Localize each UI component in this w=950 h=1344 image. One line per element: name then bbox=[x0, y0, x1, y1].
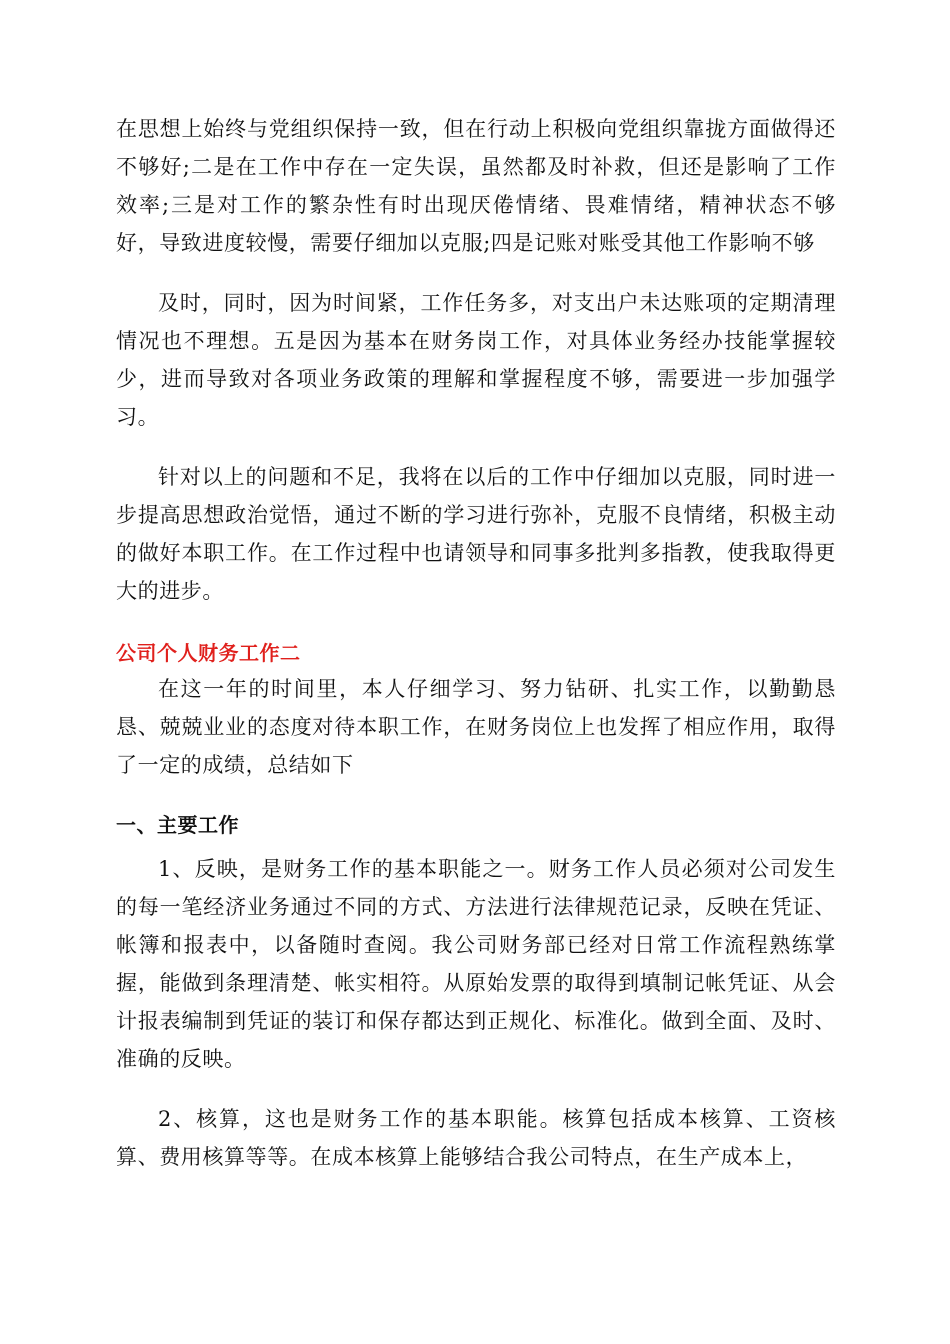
paragraph-5: 1、反映，是财务工作的基本职能之一。财务工作人员必须对公司发生的每一笔经济业务通过不同的方式、方法进行法律规范记录，反映在凭证、帐簿和报表中，以备随时查阅。我公司财务部已经对日常工作流程熟练掌握，能做到条理清楚、帐实相符。从原始发票的取得到填制记帐凭证、从会计报表编制到凭证的装订和保存都达到正规化、标准化。做到全面、及时、准确的反映。 bbox=[116, 857, 836, 1071]
paragraph-4: 在这一年的时间里，本人仔细学习、努力钻研、扎实工作，以勤勤恳恳、兢兢业业的态度对待本职工作，在财务岗位上也发挥了相应作用，取得了一定的成绩，总结如下 bbox=[116, 677, 836, 777]
paragraph-1: 在思想上始终与党组织保持一致，但在行动上积极向党组织靠拢方面做得还不够好;二是在工作中存在一定失误，虽然都及时补救，但还是影响了工作效率;三是对工作的繁杂性有时出现厌倦情绪、畏难情绪，精神状态不够好，导致进度较慢，需要仔细加以克服;四是记账对账受其他工作影响不够 bbox=[116, 117, 836, 255]
paragraph-6: 2、核算，这也是财务工作的基本职能。核算包括成本核算、工资核算、费用核算等等。在成本核算上能够结合我公司特点，在生产成本上， bbox=[116, 1107, 836, 1169]
paragraph-3: 针对以上的问题和不足，我将在以后的工作中仔细加以克服，同时进一步提高思想政治觉悟，通过不断的学习进行弥补，克服不良情绪，积极主动的做好本职工作。在工作过程中也请领导和同事多批判多指教，使我取得更大的进步。 bbox=[116, 465, 836, 603]
document-page bbox=[116, 110, 836, 1176]
paragraph-2: 及时，同时，因为时间紧，工作任务多，对支出户未达账项的定期清理情况也不理想。五是因为基本在财务岗工作，对具体业务经办技能掌握较少，进而导致对各项业务政策的理解和掌握程度不够，需要进一步加强学习。 bbox=[116, 291, 836, 429]
subsection-title: 一、主要工作 bbox=[116, 813, 239, 837]
section-title: 公司个人财务工作二 bbox=[116, 641, 301, 665]
